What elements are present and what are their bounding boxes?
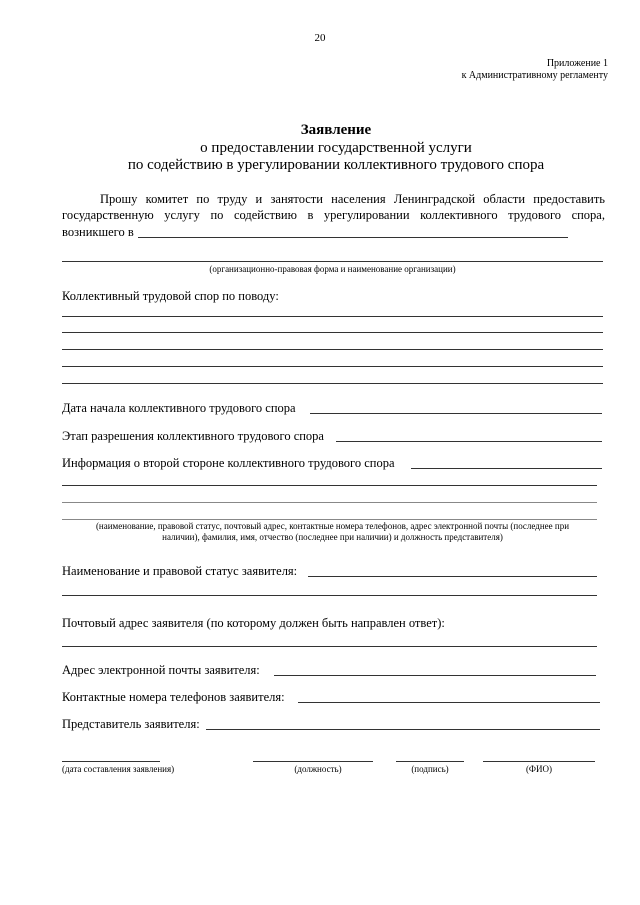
dispute-reason-line-3[interactable]	[62, 349, 603, 350]
organization-input-line-2[interactable]	[62, 261, 603, 262]
second-party-hint-1: (наименование, правовой статус, почтовый адрес, контактные номера телефонов, адрес электронной почты (последнее при	[95, 521, 570, 531]
document-subtitle-2: по содействию в урегулировании коллективного трудового спора	[127, 157, 545, 173]
email-label: Адрес электронной почты заявителя:	[62, 663, 260, 677]
stage-input-line[interactable]	[336, 441, 602, 442]
dispute-reason-line-4[interactable]	[62, 366, 603, 367]
name-signature-line[interactable]	[483, 761, 595, 762]
position-signature-line[interactable]	[253, 761, 373, 762]
dispute-reason-label: Коллективный трудовой спор по поводу:	[62, 289, 279, 303]
second-party-line-3[interactable]	[62, 502, 597, 503]
phones-label: Контактные номера телефонов заявителя:	[62, 690, 285, 704]
appendix-line2: к Административному регламенту	[461, 70, 608, 81]
organization-hint: (организационно-правовая форма и наименование организации)	[209, 264, 456, 274]
applicant-name-line-2[interactable]	[62, 595, 597, 596]
email-input-line[interactable]	[274, 675, 596, 676]
second-party-line-4[interactable]	[62, 519, 597, 520]
stage-label: Этап разрешения коллективного трудового спора	[62, 429, 324, 443]
postal-address-line[interactable]	[62, 646, 597, 647]
page-number: 20	[314, 32, 326, 44]
second-party-line-2[interactable]	[62, 485, 597, 486]
applicant-name-input-line[interactable]	[308, 576, 597, 577]
second-party-hint-2: наличии), фамилия, имя, отчество (последнее при наличии) и должность представителя)	[162, 532, 503, 542]
postal-address-label: Почтовый адрес заявителя (по которому должен быть направлен ответ):	[62, 616, 445, 630]
dispute-reason-line-2[interactable]	[62, 332, 603, 333]
position-caption: (должность)	[294, 764, 342, 774]
dispute-reason-line-1[interactable]	[62, 316, 603, 317]
name-caption: (ФИО)	[525, 764, 553, 774]
phones-input-line[interactable]	[298, 702, 600, 703]
date-caption: (дата составления заявления)	[62, 764, 175, 774]
document-subtitle-1: о предоставлении государственной услуги	[200, 140, 472, 156]
start-date-input-line[interactable]	[310, 413, 602, 414]
applicant-name-label: Наименование и правовой статус заявителя:	[62, 564, 298, 578]
signature-caption: (подпись)	[411, 764, 449, 774]
start-date-label: Дата начала коллективного трудового спора	[62, 401, 296, 415]
representative-input-line[interactable]	[206, 729, 600, 730]
dispute-reason-line-5[interactable]	[62, 383, 603, 384]
intro-line-1: Прошу комитет по труду и занятости населения Ленинградской области предоставить	[100, 192, 605, 206]
second-party-label: Информация о второй стороне коллективного трудового спора	[62, 456, 395, 470]
second-party-input-line[interactable]	[411, 468, 602, 469]
signature-line[interactable]	[396, 761, 464, 762]
intro-line-3-label: возникшего в	[62, 225, 134, 239]
organization-input-line[interactable]	[138, 237, 568, 238]
document-title: Заявление	[300, 122, 372, 138]
intro-line-2: государственную услугу по содействию в урегулировании коллективного трудового спора,	[62, 208, 605, 222]
appendix-line1: Приложение 1	[546, 58, 608, 69]
representative-label: Представитель заявителя:	[62, 717, 200, 731]
date-signature-line[interactable]	[62, 761, 160, 762]
